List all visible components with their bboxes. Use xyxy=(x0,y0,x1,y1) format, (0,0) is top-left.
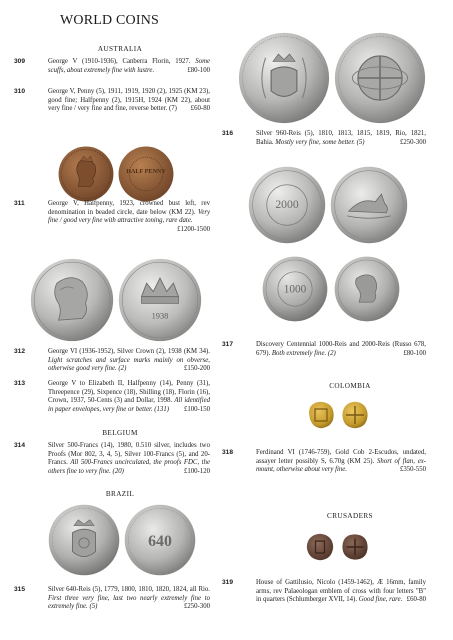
lot-condition: Light scratches and surface marks mainly on obverse, otherwise good very fine. (2) xyxy=(48,356,210,373)
lot-309 xyxy=(14,58,211,75)
lot-condition: Good fine, rare. xyxy=(358,596,403,604)
lot-number: 309 xyxy=(14,58,26,65)
coin-640-reis-reverse xyxy=(124,504,196,576)
lot-description: George V, Penny (5), 1911, 1919, 1920 (2), 1925 (KM 23), good fine; Halfpenny (2), 1915H, 1924 (KM 22), about very fine / very fine and fine, reverse better. (7) xyxy=(48,88,210,113)
coin-gold-cob-reverse xyxy=(340,399,370,431)
lot-number: 319 xyxy=(222,579,234,586)
coin-1000-reis-obverse xyxy=(262,256,328,322)
section-heading-belgium: BELGIUM xyxy=(102,429,138,437)
coin-crusader-reverse xyxy=(340,532,370,562)
page-title: WORLD COINS xyxy=(60,13,160,28)
coin-960-reis-reverse xyxy=(334,32,426,124)
lot-number: 310 xyxy=(14,88,26,95)
lot-number: 314 xyxy=(14,442,26,449)
coin-legend: 2000 xyxy=(275,198,299,212)
lot-condition: All identified in paper envelopes, very fine or better. (131) xyxy=(48,397,210,413)
coin-crusader-obverse xyxy=(305,532,335,562)
coin-2000-reis-reverse xyxy=(330,166,408,244)
coin-legend: 1938 xyxy=(151,311,169,321)
coin-legend: 1000 xyxy=(283,283,307,296)
lot-number: 318 xyxy=(222,449,234,456)
lot-311 xyxy=(14,200,211,234)
coin-legend: HALF PENNY xyxy=(126,168,166,175)
lot-condition: All 500-Francs uncirculated, the proofs FDC, the others fine to very fine. (20) xyxy=(48,459,210,475)
lot-condition: Mostly very fine, some better. (5) xyxy=(275,138,365,146)
lot-315 xyxy=(14,586,210,612)
section-heading-colombia: COLOMBIA xyxy=(329,382,371,390)
lot-estimate: £1200-1500 xyxy=(177,225,210,233)
lot-313 xyxy=(14,380,210,414)
lot-estimate: £80-100 xyxy=(187,66,210,74)
lot-estimate: £100-150 xyxy=(183,405,210,413)
lot-number: 311 xyxy=(14,200,25,207)
lot-condition: Short of flan, ex-mount, otherwise about very fine. xyxy=(256,457,426,474)
lot-estimate: £60-80 xyxy=(190,105,210,113)
lot-description: George V to Elizabeth II, Halfpenny (14), Penny (31), Threepence (29), Sixpence (18), Shilling (18), Florin (16), Crown, 1937, 50-Cents (3) and Dollar, 1998. xyxy=(48,380,210,405)
coin-halfpenny-reverse xyxy=(118,146,174,202)
coin-legend: 640 xyxy=(148,532,172,550)
section-heading-australia: AUSTRALIA xyxy=(97,45,143,53)
lot-314 xyxy=(14,442,210,476)
lot-number: 312 xyxy=(14,348,26,355)
lot-description: George V (1910-1936), Canberra Florin, 1927. xyxy=(48,58,191,65)
lot-estimate: £250-300 xyxy=(183,603,210,611)
lot-318 xyxy=(222,449,426,475)
coin-640-reis-obverse xyxy=(48,504,120,576)
lot-description: George V, Halfpenny, 1923, crowned bust left, rev denomination in beaded circle, date below (KM 22). xyxy=(48,200,210,216)
lot-estimate: £150-200 xyxy=(183,365,210,373)
lot-310 xyxy=(14,88,210,114)
lot-description: Ferdinand VI (1746-759), Gold Cob 2-Escudos, undated, assayer letter possibly S, 6.70g (KM 25). xyxy=(256,449,426,465)
lot-description: Silver 960-Reis (5), 1810, 1813, 1815, 1819, Rio, 1821, Bahia. xyxy=(256,130,426,146)
coin-960-reis-obverse xyxy=(238,32,330,124)
lot-description: Discovery Centennial 1000-Reis and 2000-Reis (Russo 678, 679). xyxy=(256,341,426,357)
lot-estimate: £350-550 xyxy=(399,466,426,474)
lot-description: George VI (1936-1952), Silver Crown (2), 1938 (KM 34). xyxy=(48,348,210,355)
section-heading-brazil: BRAZIL xyxy=(105,490,135,498)
lot-estimate: £80-100 xyxy=(403,349,426,357)
lot-condition: First three very fine, last two nearly extremely fine to extremely fine. (5) xyxy=(48,594,210,611)
coin-1000-reis-reverse xyxy=(334,256,400,322)
lot-description: House of Gattilusio, Nicolo (1459-1462), Æ 16mm, family arms, rev Palaeologan emblem of cross with four letters "B" in quarters (Schlumberger XVII, 14). xyxy=(256,579,426,604)
lot-312 xyxy=(14,348,210,374)
lot-description: Silver 500-Francs (14), 1980, 0.510 silver, includes two Proofs (Mor 802, 3, 4, 5), Silver 100-Francs (5), and 20-Francs. xyxy=(48,442,210,467)
coin-2000-reis-obverse xyxy=(248,166,326,244)
section-heading-crusaders: CRUSADERS xyxy=(327,512,373,520)
lot-316 xyxy=(222,130,426,147)
coin-crown-obverse xyxy=(30,258,114,342)
lot-number: 317 xyxy=(222,341,234,348)
coin-crown-reverse xyxy=(118,258,202,342)
coin-gold-cob-obverse xyxy=(306,399,336,431)
lot-estimate: £60-80 xyxy=(406,596,426,604)
lot-number: 313 xyxy=(14,380,26,387)
lot-condition: Both extremely fine. (2) xyxy=(271,349,336,357)
lot-estimate: £100-120 xyxy=(183,467,210,475)
lot-319 xyxy=(222,579,426,605)
lot-condition: Very fine / good very fine with attractive toning, rare date. xyxy=(48,208,211,225)
lot-condition: Some scuffs, about extremely fine with lustre. xyxy=(48,58,211,74)
lot-number: 316 xyxy=(222,130,234,137)
lot-description: Silver 640-Reis (5), 1779, 1800, 1810, 1820, 1824, all Rio. xyxy=(48,586,210,593)
lot-317 xyxy=(222,341,426,358)
lot-estimate: £250-300 xyxy=(399,138,426,146)
coin-halfpenny-obverse xyxy=(58,146,114,202)
lot-number: 315 xyxy=(14,586,26,593)
